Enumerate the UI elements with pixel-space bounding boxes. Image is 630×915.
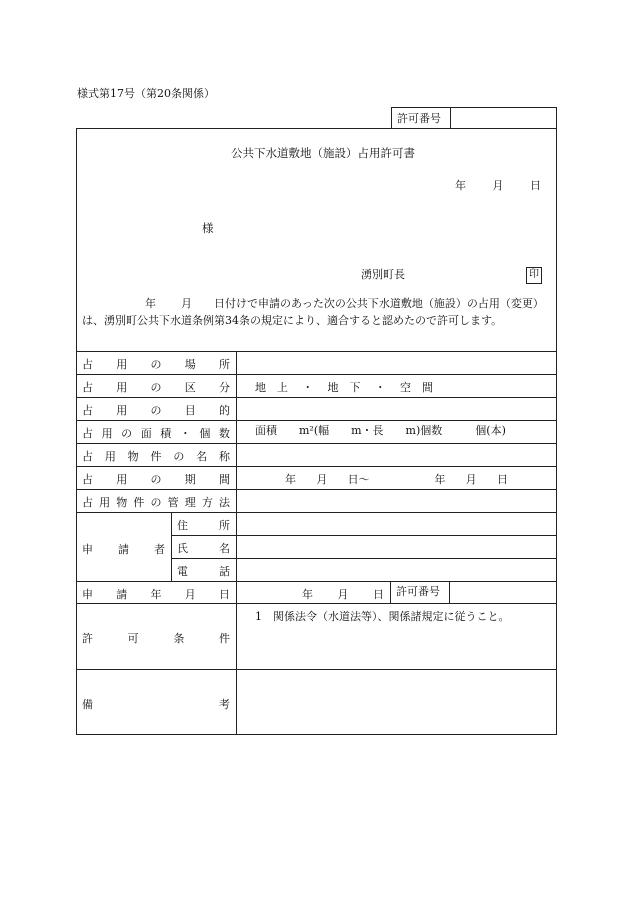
label-char: 名 — [219, 542, 230, 555]
label-char: 目 — [184, 404, 196, 417]
application-date-value — [302, 586, 384, 602]
row-permit-number-label: 許可番号 — [396, 585, 440, 598]
form-label: 様式第17号（第20条関係） — [77, 87, 215, 100]
label-char: 者 — [154, 543, 165, 556]
label-char: 名 — [196, 450, 208, 463]
label-char: 場 — [184, 358, 196, 371]
area-value: 面積 m²(幅 m・長 m)個数 個(本) — [255, 424, 506, 437]
label-char: 請 — [118, 543, 129, 556]
row-label-applicant — [82, 541, 165, 557]
period-end-year: 年 — [434, 473, 446, 486]
label-char: 個 — [199, 427, 211, 440]
category-above-ground: 地 上 — [255, 381, 288, 394]
label-char: 氏 — [177, 542, 188, 555]
issue-day-label: 日 — [530, 179, 541, 192]
label-char: 用 — [101, 427, 113, 440]
row-label-application-date — [82, 586, 230, 602]
label-char: 占 — [82, 404, 93, 417]
label-char: 法 — [219, 496, 230, 509]
label-char: 許 — [82, 632, 93, 645]
label-char: 積 — [160, 427, 172, 440]
period-start-month: 月 — [316, 473, 328, 486]
application-year: 年 — [302, 588, 313, 601]
label-char: 方 — [201, 496, 213, 509]
period-start-year: 年 — [285, 473, 296, 486]
row-label-object-name — [82, 448, 230, 464]
label-char: 所 — [219, 358, 230, 371]
label-char: 用 — [116, 381, 128, 394]
label-char: 理 — [184, 496, 196, 509]
label-char: 住 — [177, 519, 188, 532]
label-char: 占 — [82, 496, 93, 509]
label-char: 分 — [219, 381, 230, 394]
row-label-purpose — [82, 402, 230, 418]
row-label-remarks — [82, 696, 230, 712]
label-char: 管 — [167, 496, 179, 509]
label-char: 用 — [116, 404, 128, 417]
issuer-name: 湧別町長 — [361, 268, 405, 281]
label-char: 日 — [219, 588, 230, 601]
label-char: ・ — [179, 427, 191, 440]
category-underground: 地 下 — [327, 381, 361, 394]
conditions-value: 1 関係法令（水道法等）、関係諸規定に従うこと。 — [255, 610, 510, 623]
label-char: 的 — [219, 404, 230, 417]
label-char: 用 — [116, 358, 128, 371]
label-char: 件 — [218, 632, 230, 645]
body-line-1 — [145, 298, 544, 309]
issue-date-line — [455, 177, 541, 193]
category-airspace: 空 間 — [400, 381, 433, 394]
label-char: 占 — [82, 427, 93, 440]
label-char: 備 — [82, 698, 93, 711]
label-char: 件 — [133, 496, 145, 509]
application-day: 日 — [373, 588, 384, 601]
row-label-category — [82, 379, 230, 395]
label-char: 年 — [150, 588, 162, 601]
label-char: 請 — [116, 588, 128, 601]
permit-number-box — [391, 107, 557, 129]
category-value — [255, 379, 433, 395]
label-char: 条 — [173, 632, 185, 645]
category-dot-2: ・ — [374, 381, 386, 394]
label-char: の — [173, 450, 185, 463]
label-char: 称 — [218, 450, 230, 463]
period-end-day: 日 — [496, 473, 508, 486]
row-label-name — [177, 540, 230, 556]
label-char: 期 — [184, 473, 196, 486]
row-label-phone — [177, 563, 230, 579]
label-char: 考 — [219, 698, 230, 711]
row-label-address — [177, 517, 230, 533]
issue-year-label: 年 — [455, 179, 466, 192]
row-label-management — [82, 494, 230, 510]
label-char: 用 — [116, 473, 128, 486]
period-start-day: 日〜 — [347, 473, 370, 486]
row-label-conditions — [82, 630, 230, 646]
period-value — [285, 471, 508, 487]
row-label-area — [82, 425, 230, 441]
body-year-label: 年 — [145, 297, 156, 310]
row-label-place — [82, 356, 230, 372]
seal-mark: 印 — [526, 267, 542, 284]
body-line-2: は、湧別町公共下水道条例第34条の規定により、適合すると認めたので許可します。 — [82, 314, 503, 327]
label-char: 区 — [184, 381, 196, 394]
label-char: の — [150, 473, 162, 486]
label-char: 所 — [219, 519, 230, 532]
period-end-month: 月 — [465, 473, 477, 486]
label-char: の — [150, 381, 162, 394]
label-char: 物 — [116, 496, 128, 509]
label-char: の — [150, 496, 162, 509]
row-label-period — [82, 471, 230, 487]
label-char: 物 — [127, 450, 139, 463]
addressee-suffix: 様 — [202, 221, 214, 235]
label-char: 間 — [219, 473, 230, 486]
label-char: 話 — [219, 565, 230, 578]
label-char: の — [150, 404, 162, 417]
label-char: 占 — [82, 450, 93, 463]
label-char: の — [121, 427, 133, 440]
label-char: 占 — [82, 381, 93, 394]
label-char: 数 — [218, 427, 230, 440]
label-char: 可 — [127, 632, 139, 645]
body-month-label: 月 — [181, 297, 192, 310]
document-title: 公共下水道敷地（施設）占用許可書 — [231, 146, 415, 160]
label-char: の — [150, 358, 162, 371]
label-char: 面 — [140, 427, 152, 440]
label-char: 占 — [82, 358, 93, 371]
label-char: 占 — [82, 473, 93, 486]
body-day-text: 日付けで申請のあった次の公共下水道敷地（施設）の占用（変更） — [214, 297, 544, 310]
label-char: 申 — [82, 588, 93, 601]
label-char: 件 — [150, 450, 162, 463]
issue-month-label: 月 — [492, 179, 504, 192]
permit-number-label: 許可番号 — [397, 112, 441, 125]
category-dot-1: ・ — [302, 381, 314, 394]
label-char: 用 — [99, 496, 111, 509]
label-char: 月 — [184, 588, 196, 601]
label-char: 電 — [177, 565, 188, 578]
label-char: 用 — [104, 450, 116, 463]
label-char: 申 — [82, 543, 93, 556]
application-month: 月 — [337, 588, 349, 601]
